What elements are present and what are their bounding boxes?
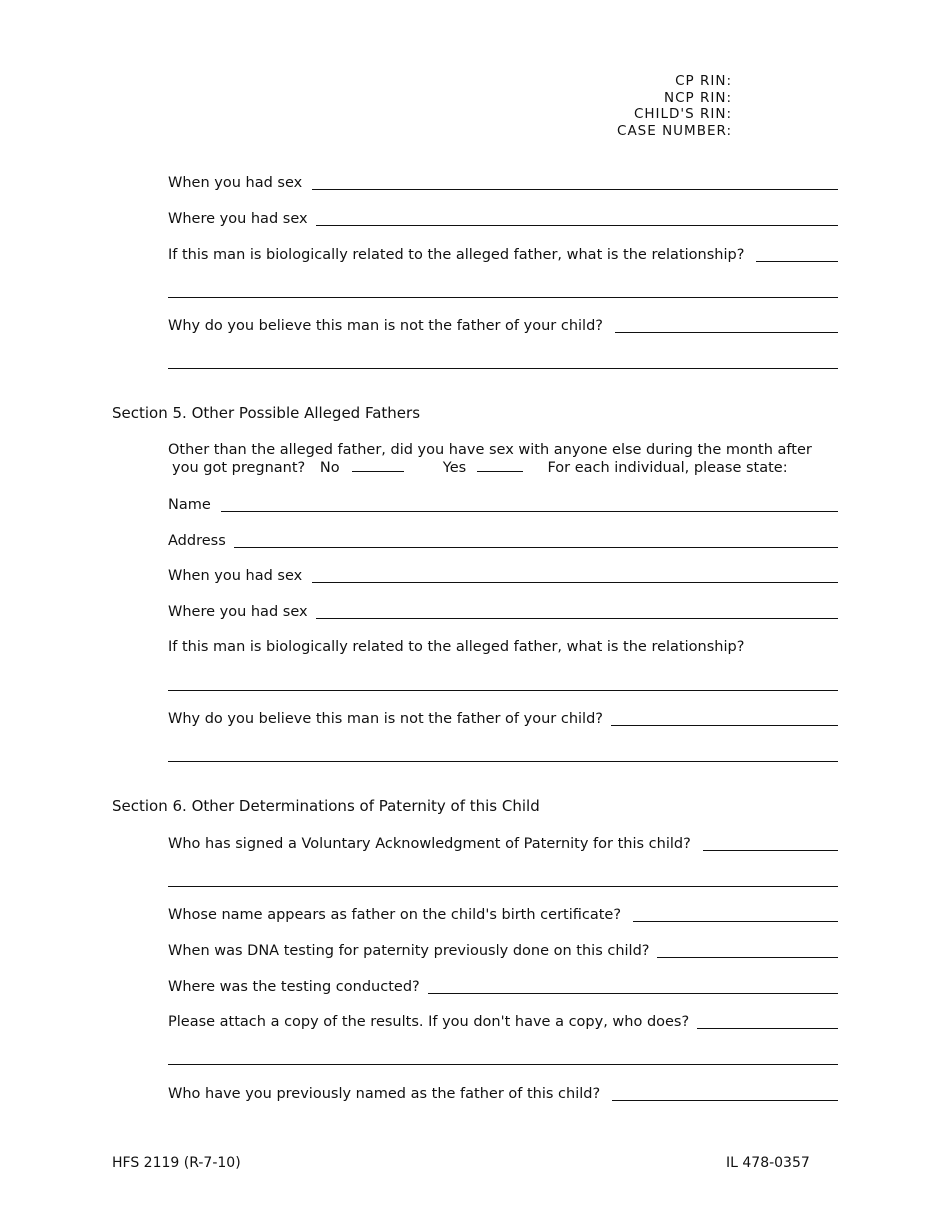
s5-relationship-field[interactable] — [168, 690, 838, 691]
birth-cert-label: Whose name appears as father on the child's birth certificate? — [168, 907, 622, 923]
when-sex-row — [168, 172, 838, 192]
relationship-field[interactable] — [756, 247, 838, 262]
why-not-continuation-field[interactable] — [168, 368, 838, 369]
s5-address-field[interactable] — [234, 533, 838, 548]
s5-name-field[interactable] — [221, 497, 838, 512]
s5-why-not-field[interactable] — [611, 711, 838, 726]
s5-address-label: Address — [168, 533, 226, 549]
section-5-question-line1: Other than the alleged father, did you have sex with anyone else during the month after — [168, 442, 812, 458]
s5-name-label: Name — [168, 497, 211, 513]
s5-why-not-row — [168, 708, 838, 728]
childs-rin-label: CHILD'S RIN: — [633, 106, 732, 122]
where-sex-row — [168, 208, 838, 228]
each-individual-label: For each individual, please state: — [547, 460, 788, 476]
s5-why-not-continuation-field[interactable] — [168, 761, 838, 762]
s5-address-row — [168, 530, 838, 550]
birth-cert-row — [168, 904, 838, 924]
previously-named-row — [168, 1083, 838, 1103]
no-answer-field[interactable] — [352, 459, 404, 472]
s5-why-not-label: Why do you believe this man is not the father of your child? — [168, 711, 603, 727]
s5-when-sex-label: When you had sex — [168, 568, 303, 584]
when-sex-label: When you had sex — [168, 175, 303, 191]
attach-field[interactable] — [697, 1014, 838, 1029]
dna-when-row — [168, 940, 838, 960]
when-sex-field[interactable] — [312, 175, 838, 190]
s5-when-sex-row — [168, 565, 838, 585]
relationship-row — [168, 244, 838, 264]
dna-where-field[interactable] — [428, 979, 838, 994]
relationship-continuation-field[interactable] — [168, 297, 838, 298]
section-5-question-line2 — [172, 459, 788, 477]
ncp-rin-label: NCP RIN: — [664, 89, 732, 106]
dna-where-row — [168, 976, 838, 996]
birth-cert-field[interactable] — [633, 907, 838, 922]
s5-where-sex-field[interactable] — [316, 604, 838, 619]
pregnant-question-label: you got pregnant? — [172, 460, 306, 476]
why-not-field[interactable] — [615, 318, 838, 333]
cp-rin-label: CP RIN: — [675, 73, 732, 89]
case-number-label: CASE NUMBER: — [617, 122, 732, 139]
dna-when-label: When was DNA testing for paternity previously done on this child? — [168, 943, 650, 959]
section-6-title: Section 6. Other Determinations of Paternity of this Child — [112, 797, 540, 815]
voluntary-field[interactable] — [703, 836, 838, 851]
voluntary-label: Who has signed a Voluntary Acknowledgment of Paternity for this child? — [168, 836, 691, 852]
form-id: HFS 2119 (R-7-10) — [112, 1155, 241, 1171]
dna-where-label: Where was the testing conducted? — [168, 979, 420, 995]
where-sex-field[interactable] — [316, 211, 838, 226]
yes-answer-field[interactable] — [477, 459, 523, 472]
s5-where-sex-label: Where you had sex — [168, 604, 308, 620]
voluntary-row — [168, 833, 838, 853]
yes-label: Yes — [442, 460, 467, 476]
relationship-label: If this man is biologically related to the alleged father, what is the relationship? — [168, 247, 745, 263]
no-label: No — [319, 460, 340, 476]
where-sex-label: Where you had sex — [168, 211, 308, 227]
attach-continuation-field[interactable] — [168, 1064, 838, 1065]
voluntary-continuation-field[interactable] — [168, 886, 838, 887]
previously-named-field[interactable] — [612, 1086, 838, 1101]
s5-name-row — [168, 494, 838, 514]
s5-where-sex-row — [168, 601, 838, 621]
case-identifiers — [617, 73, 732, 139]
s5-when-sex-field[interactable] — [312, 568, 838, 583]
s5-relationship-label: If this man is biologically related to the alleged father, what is the relationship? — [168, 639, 745, 655]
why-not-label: Why do you believe this man is not the father of your child? — [168, 318, 603, 334]
why-not-row — [168, 315, 838, 335]
section-5-title: Section 5. Other Possible Alleged Fathers — [112, 404, 421, 422]
attach-label: Please attach a copy of the results. If you don't have a copy, who does? — [168, 1014, 690, 1030]
previously-named-label: Who have you previously named as the father of this child? — [168, 1086, 601, 1102]
il-number: IL 478-0357 — [726, 1155, 810, 1171]
dna-when-field[interactable] — [657, 943, 838, 958]
attach-row — [168, 1011, 838, 1031]
